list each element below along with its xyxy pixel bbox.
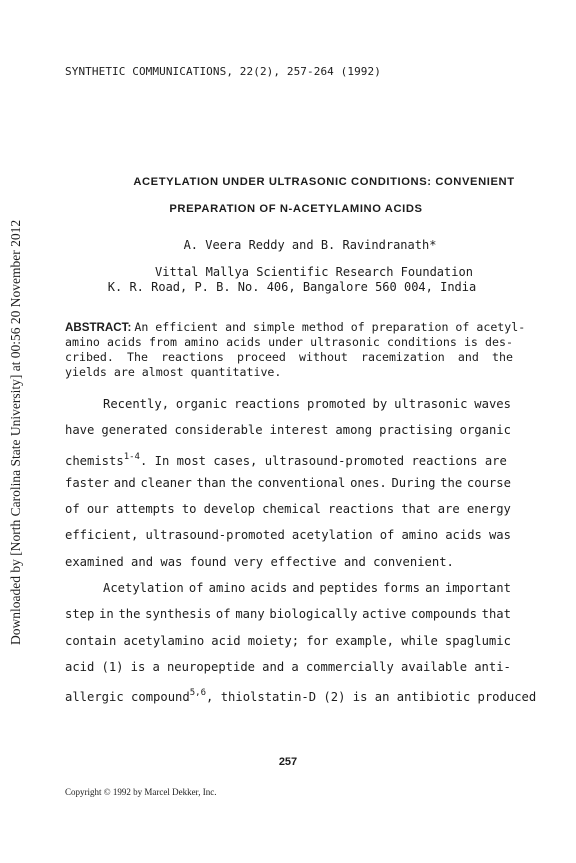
word: of <box>188 581 204 596</box>
affiliation-line-2: K. R. Road, P. B. No. 406, Bangalore 560 004, India <box>107 280 477 294</box>
word: acids <box>250 581 288 596</box>
word: neuropeptide <box>166 659 256 674</box>
journal-header: SYNTHETIC COMMUNICATIONS, 22(2), 257-264 (1992) <box>65 65 381 78</box>
word: ultrasonic <box>310 335 380 349</box>
word: to <box>181 502 197 517</box>
word: by <box>372 397 388 411</box>
word: of <box>379 528 395 543</box>
word: organic <box>459 423 511 438</box>
word: important <box>444 581 511 596</box>
word: organic <box>175 397 228 411</box>
word: commercially <box>305 659 394 674</box>
word: are <box>437 502 460 517</box>
authors: A. Veera Reddy and B. Ravindranath* <box>183 238 437 252</box>
word: efficient, <box>65 528 139 543</box>
word: an <box>425 581 440 596</box>
word: (1) <box>101 659 124 674</box>
word: our <box>86 502 109 517</box>
word: reactions <box>328 502 395 517</box>
word: of <box>215 607 231 622</box>
word: promoted <box>307 397 366 411</box>
page-number: 257 <box>278 756 298 768</box>
word: is <box>463 335 478 349</box>
abstract-line <box>65 350 513 365</box>
body-line <box>65 499 511 525</box>
word: amino <box>184 335 219 349</box>
word: conditions <box>387 335 457 349</box>
body-text-fragment: , thiolstatin-D (2) is an antibiotic produced <box>206 690 537 705</box>
word: a <box>152 659 160 674</box>
word: Recently, <box>103 397 170 411</box>
word: The <box>127 350 148 364</box>
word: acetylamino <box>123 633 205 648</box>
word: ones. <box>350 475 387 490</box>
word: amino <box>208 581 246 596</box>
word: ultrasonic <box>394 397 468 411</box>
word: forms <box>383 581 420 596</box>
word: faster <box>65 475 110 490</box>
word: ultrasound-promoted <box>145 528 285 543</box>
article-title-line-2: PREPARATION OF N-ACETYLAMINO ACIDS <box>169 203 423 215</box>
body-line <box>65 578 511 604</box>
word: conventional <box>257 475 346 490</box>
abstract-line <box>65 320 526 335</box>
body-line <box>65 525 511 551</box>
word: course <box>466 475 511 490</box>
word: is <box>130 659 146 674</box>
word: anti- <box>474 659 511 674</box>
word: than <box>196 475 226 490</box>
word: the <box>492 350 513 364</box>
word: generated <box>101 423 168 438</box>
body-line <box>65 394 511 420</box>
word: acetylation <box>291 528 373 543</box>
word: from <box>149 335 177 349</box>
word: have <box>65 423 95 438</box>
word: moiety; <box>247 633 300 648</box>
word: synthesis <box>145 607 212 622</box>
word: the <box>230 475 253 490</box>
body-line <box>65 604 511 630</box>
body-text-fragment: allergic compound <box>65 690 190 705</box>
word: under <box>268 335 303 349</box>
word: step <box>65 607 95 622</box>
word: peptides <box>319 581 379 596</box>
word: proceed <box>237 350 286 364</box>
abstract-line: yields are almost quantitative. <box>65 365 282 379</box>
body-text-fragment: chemists <box>65 453 124 468</box>
word: chemical <box>262 502 321 517</box>
word: among <box>335 423 373 438</box>
abstract <box>65 320 526 380</box>
word: that <box>481 607 511 622</box>
word: considerable <box>174 423 263 438</box>
word: spaglumic <box>444 633 511 648</box>
word: attempts <box>115 502 175 517</box>
word: practising <box>379 423 453 438</box>
body-text-fragment: . In most cases, ultrasound-promoted reactions are <box>139 453 507 468</box>
word: available <box>401 659 468 674</box>
word: many <box>235 607 265 622</box>
word: and <box>457 350 479 364</box>
word: the <box>118 607 141 622</box>
word: waves <box>474 397 511 411</box>
word: example, <box>335 633 395 648</box>
affiliation-line-1: Vittal Mallya Scientific Research Foundation <box>155 265 473 279</box>
word: and <box>113 475 136 490</box>
word: acid <box>65 659 95 674</box>
body-line <box>65 631 511 657</box>
article-title-line-1: ACETYLATION UNDER ULTRASONIC CONDITIONS: CONVENIENT <box>133 176 515 188</box>
citation-superscript: 5,6 <box>189 688 207 699</box>
word: and <box>262 659 285 674</box>
word: interest <box>269 423 329 438</box>
word: During <box>391 475 436 490</box>
word: active <box>362 607 407 622</box>
word: that <box>401 502 431 517</box>
word: cleaner <box>140 475 192 490</box>
citation-superscript: 1-4 <box>123 451 140 462</box>
word: contain <box>65 633 117 648</box>
word: acids <box>107 335 142 349</box>
word: racemization <box>361 350 445 364</box>
body-line <box>65 683 537 709</box>
word: acids <box>445 528 482 543</box>
word: and <box>292 581 315 596</box>
word: amino <box>65 335 100 349</box>
word: for <box>306 633 329 648</box>
article-body <box>65 394 537 710</box>
abstract-label: ABSTRACT: <box>65 321 132 334</box>
word: develop <box>203 502 256 517</box>
word: while <box>401 633 438 648</box>
body-line <box>65 420 511 446</box>
body-line <box>65 447 511 473</box>
download-notice: Downloaded by [North Carolina State University] at 00:56 20 November 2012 <box>8 219 23 645</box>
copyright-notice: Copyright © 1992 by Marcel Dekker, Inc. <box>65 787 217 797</box>
word: compounds <box>410 607 477 622</box>
body-line <box>65 473 511 499</box>
word: biologically <box>269 607 358 622</box>
body-text-fragment <box>65 447 507 473</box>
word: the <box>440 475 463 490</box>
word: was <box>488 528 511 543</box>
abstract-line <box>65 335 513 350</box>
download-watermark <box>0 0 23 863</box>
word: acid <box>211 633 241 648</box>
word: acids <box>226 335 261 349</box>
body-line: examined and was found very effective and convenient. <box>65 554 454 569</box>
abstract-text: An efficient and simple method of preparation of acetyl- <box>134 320 526 334</box>
word: reactions <box>234 397 301 411</box>
word: amino <box>401 528 439 543</box>
word: of <box>65 502 80 517</box>
word: Acetylation <box>103 581 184 596</box>
word: in <box>99 607 114 622</box>
body-text-fragment <box>65 683 536 709</box>
word: des- <box>485 335 513 349</box>
word: reactions <box>161 350 224 364</box>
word: without <box>299 350 348 364</box>
word: cribed. <box>65 350 114 364</box>
body-line <box>65 657 511 683</box>
word: a <box>291 659 299 674</box>
word: energy <box>466 502 511 517</box>
